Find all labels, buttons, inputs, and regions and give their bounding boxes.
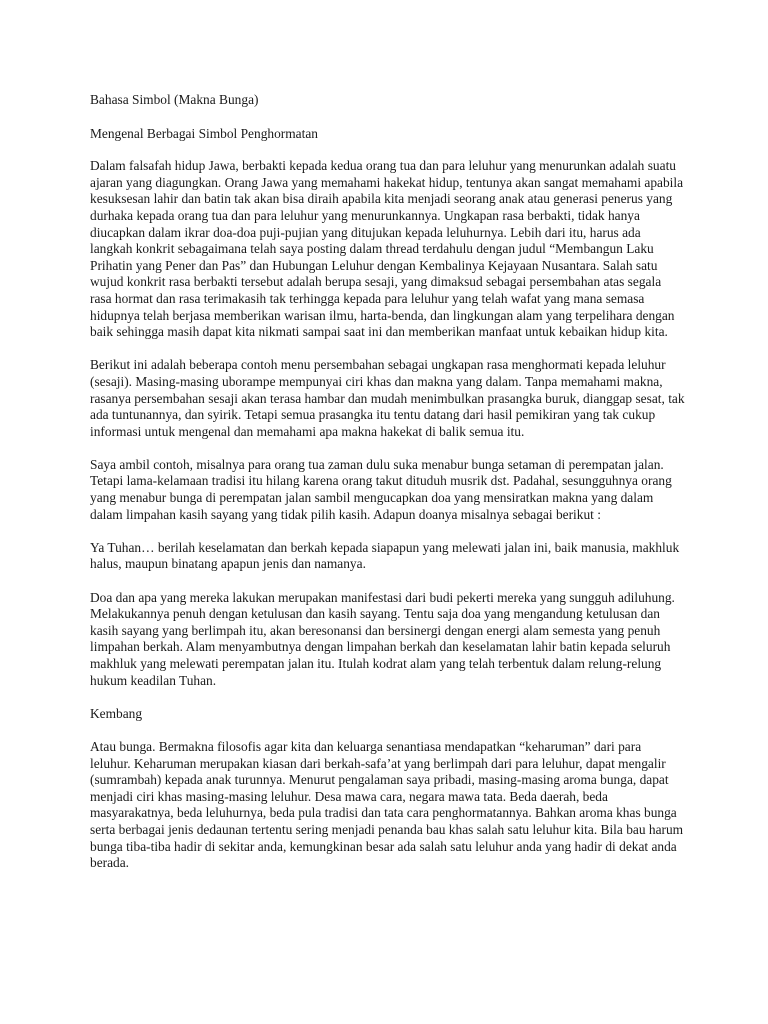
- document-page: [90, 92, 685, 888]
- paragraph: Atau bunga. Bermakna filosofis agar kita dan keluarga senantiasa mendapatkan “keharuman” dari para leluhur. Keharuman merupakan kiasan dari berkah-safa’at yang berlimpah dari para leluhur, dapat mengalir (sumrambah) kepada anak turunnya. Menurut pengalaman saya pribadi, masing-masing aroma bunga, dapat menjadi ciri khas masing-masing leluhur. Desa mawa cara, negara mawa tata. Beda daerah, beda masyarakatnya, beda leluhurnya, beda pula tradisi dan tata cara penghormatannya. Bahkan aroma khas bunga serta berbagai jenis dedaunan tertentu sering menjadi penanda bau khas salah satu leluhur kita. Bila bau harum bunga tiba-tiba hadir di sekitar anda, kemungkinan besar ada salah satu leluhur anda yang hadir di dekat anda berada.: [90, 738, 684, 871]
- prayer-paragraph: Ya Tuhan… berilah keselamatan dan berkah kepada siapapun yang melewati jalan ini, baik manusia, makhluk halus, maupun binatang apapun jenis dan namanya.: [90, 539, 680, 572]
- paragraph: Saya ambil contoh, misalnya para orang tua zaman dulu suka menabur bunga setaman di perempatan jalan. Tetapi lama-kelamaan tradisi itu hilang karena orang takut dituduh musrik dst. Padahal, sesungguhnya orang yang menabur bunga di perempatan jalan sambil mengucapkan doa yang mensiratkan makna yang dalam dalam limpahan kasih sayang yang tidak pilih kasih. Adapun doanya misalnya sebagai berikut :: [90, 456, 672, 522]
- paragraph: Dalam falsafah hidup Jawa, berbakti kepada kedua orang tua dan para leluhur yang menurunkan adalah suatu ajaran yang diagungkan. Orang Jawa yang memahami hakekat hidup, tentunya akan sangat memahami apabila kesuksesan lahir dan batin tak akan bisa diraih apabila kita menjadi seorang anak atau generasi penerus yang durhaka kepada orang tua dan para leluhur yang menurunkannya. Ungkapan rasa berbakti, tidak hanya diucapkan dalam ikrar doa-doa puji-pujian yang ditujukan kepada leluhurnya. Lebih dari itu, harus ada langkah konkrit sebagaimana telah saya posting dalam thread terdahulu dengan judul “Membangun Laku Prihatin yang Pener dan Pas” dan Hubungan Leluhur dengan Kembalinya Kejayaan Nusantara. Salah satu wujud konkrit rasa berbakti tersebut adalah berupa sesaji, yang dimaksud sebagai persembahan atas segala rasa hormat dan rasa terimakasih tak terhingga kepada para leluhur yang telah wafat yang mana semasa hidupnya telah berjasa memberikan warisan ilmu, harta-benda, dan lingkungan alam yang terpelihara dengan baik sehingga masih dapat kita nikmati sampai saat ini dan memberikan manfaat untuk kebaikan hidup kita.: [90, 158, 684, 340]
- paragraph: Berikut ini adalah beberapa contoh menu persembahan sebagai ungkapan rasa menghormati kepada leluhur (sesaji). Masing-masing uborampe mempunyai ciri khas dan makna yang dalam. Tanpa memahami makna, rasanya persembahan sesaji akan terasa hambar dan mudah menimbulkan prasangka buruk, dianggap sesat, tak ada tuntunannya, dan syirik. Tetapi semua prasangka itu tentu datang dari hasil pemikiran yang tak cukup informasi untuk mengenal dan memahami apa makna hakekat di balik semua itu.: [90, 357, 685, 439]
- section-heading-kembang: Kembang: [90, 705, 143, 721]
- paragraph: Doa dan apa yang mereka lakukan merupakan manifestasi dari budi pekerti mereka yang sungguh adiluhung. Melakukannya penuh dengan ketulusan dan kasih sayang. Tentu saja doa yang mengandung ketulusan dan kasih sayang yang berlimpah itu, akan beresonansi dan bersinergi dengan energi alam semesta yang penuh limpahan berkah. Alam menyambutnya dengan limpahan berkah dan keselamatan lahir batin kepada seluruh makhluk yang melewati perempatan jalan itu. Itulah kodrat alam yang telah terbentuk dalam relung-relung hukum keadilan Tuhan.: [90, 589, 675, 688]
- document-title: Bahasa Simbol (Makna Bunga): [90, 92, 259, 107]
- document-subtitle: Mengenal Berbagai Simbol Penghormatan: [90, 125, 318, 141]
